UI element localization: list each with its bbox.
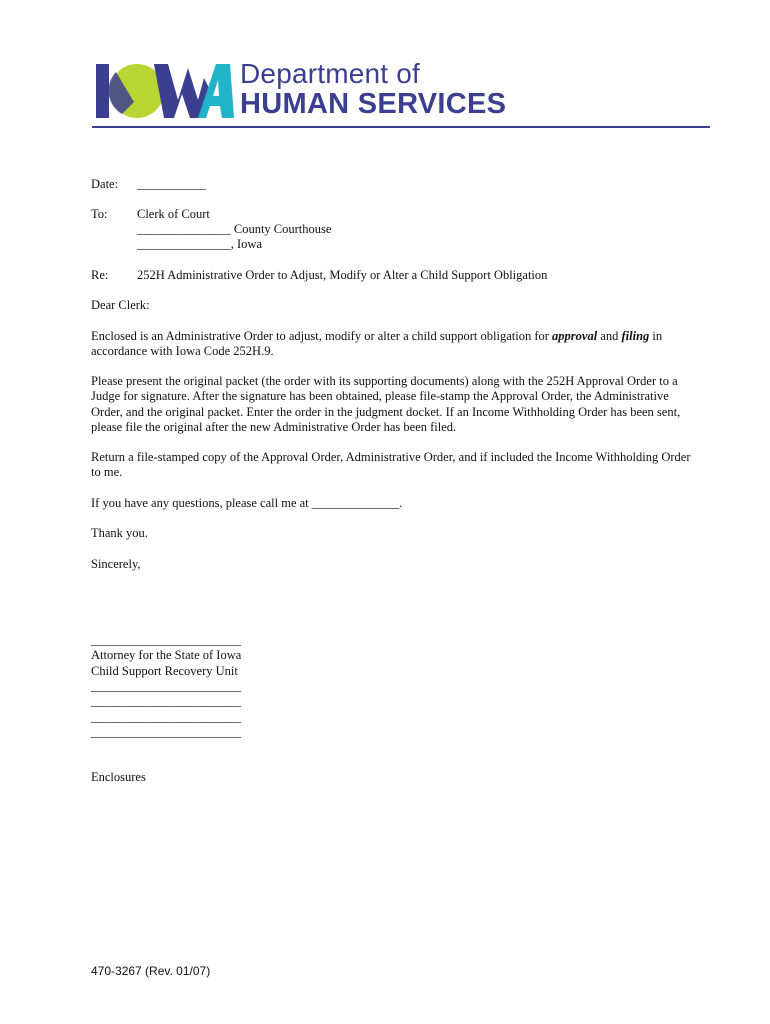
approval-emphasis: approval [552, 329, 598, 343]
signature-blank-2: ________________________ [91, 694, 241, 708]
re-label: Re: [91, 268, 109, 282]
re-value: 252H Administrative Order to Adjust, Modify or Alter a Child Support Obligation [137, 268, 548, 282]
to-line-3: _______________, Iowa [137, 237, 262, 251]
salutation: Dear Clerk: [91, 298, 150, 312]
iowa-wordmark-icon [94, 58, 234, 124]
signature-blank-1: ________________________ [91, 679, 241, 693]
signature-blank-4: ________________________ [91, 725, 241, 739]
paragraph-1-text-a: Enclosed is an Administrative Order to adjust, modify or alter a child support obligation for [91, 329, 553, 343]
date-label: Date: [91, 177, 119, 191]
to-label: To: [91, 207, 108, 221]
to-line-2: _______________ County Courthouse [137, 222, 332, 236]
signature-title-2: Child Support Recovery Unit [91, 664, 238, 678]
signature-blank-3: ________________________ [91, 710, 241, 724]
to-line-1: Clerk of Court [137, 207, 210, 221]
dhs-logo [94, 58, 507, 124]
paragraph-2: Please present the original packet (the order with its supporting documents) along with the 252H Approval Order to a Judge for signature. After the signature has been obtained, please file-stamp the Approval Order, the Administrative Order, and the original packet. Enter the order in the judgment docket. If an Income Withholding Order has been sent, please file the original after the new Administrative Order has been filed. [91, 374, 681, 434]
logo-human-services-text: HUMAN SERVICES [240, 88, 507, 120]
paragraph-3: Return a file-stamped copy of the Approval Order, Administrative Order, and if included the Income Withholding Order to me. [91, 450, 691, 480]
paragraph-1-and: and [597, 329, 622, 343]
form-number-footer: 470-3267 (Rev. 01/07) [91, 964, 211, 978]
header-rule [92, 126, 710, 128]
paragraph-1 [91, 329, 691, 360]
enclosures: Enclosures [91, 770, 146, 784]
paragraph-1-text-b: in accordance with Iowa Code 252H.9. [91, 329, 663, 359]
filing-emphasis: filing [621, 329, 650, 343]
signature-title-1: Attorney for the State of Iowa [91, 648, 242, 662]
signature-line: ________________________ [91, 633, 241, 647]
date-value: ___________ [137, 177, 206, 191]
paragraph-4: If you have any questions, please call me at ______________. [91, 496, 403, 510]
logo-department-text: Department of [240, 58, 421, 89]
closing: Sincerely, [91, 557, 141, 571]
thank-you: Thank you. [91, 526, 148, 540]
